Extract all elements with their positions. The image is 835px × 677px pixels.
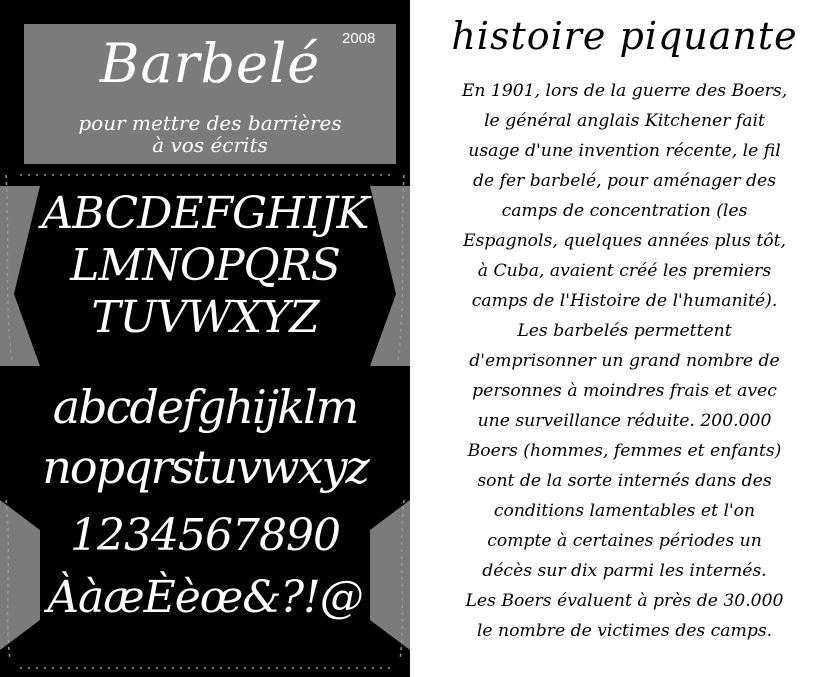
story-line: une surveillance réduite. 200.000 (477, 411, 772, 431)
story-line: d'emprisonner un grand nombre de (469, 351, 780, 371)
digits-glyph-line: 1234567890 (70, 510, 340, 561)
story-line: le général anglais Kitchener fait (484, 111, 765, 131)
story-line: usage d'une invention récente, le fil (468, 141, 781, 161)
story-line: le nombre de victimes des camps. (476, 621, 773, 641)
font-specimen-panel (0, 0, 410, 677)
tagline-line: à vos écrits (152, 133, 268, 157)
story-column (414, 0, 835, 677)
accents-glyph-line: ÀàæÈèœ&?!@ (47, 572, 363, 623)
font-name-title: Barbelé (99, 32, 321, 95)
story-line: En 1901, lors de la guerre des Boers, (461, 81, 788, 101)
uppercase-glyph-line: LMNOPQRS (70, 240, 340, 291)
font-tagline (24, 112, 396, 156)
lowercase-glyph-line: abcdefghijklm (52, 380, 358, 434)
story-line: personnes à moindres frais et avec (472, 381, 777, 401)
story-line: de fer barbelé, pour aménager des (472, 171, 777, 191)
tagline-line: pour mettre des barrières (78, 111, 342, 135)
story-line: décès sur dix parmi les internés. (482, 561, 767, 581)
story-line: sont de la sorte internés dans des (477, 471, 772, 491)
story-line: camps de concentration (les (501, 201, 748, 221)
story-line: conditions lamentables et l'on (493, 501, 756, 521)
uppercase-glyph-line: TUVWXYZ (91, 292, 319, 343)
story-body (420, 76, 829, 646)
story-line: Les barbelés permettent (517, 321, 732, 341)
lowercase-glyph-line: nopqrstuvwxyz (42, 440, 368, 494)
story-line: Les Boers évaluent à près de 30.000 (465, 591, 784, 611)
uppercase-glyph-line: ABCDEFGHIJK (41, 188, 369, 239)
story-line: camps de l'Histoire de l'humanité). (471, 291, 778, 311)
story-title: histoire piquante (451, 14, 798, 58)
story-line: à Cuba, avaient créé les premiers (477, 261, 772, 281)
story-line: Boers (hommes, femmes et enfants) (467, 441, 782, 461)
font-year: 2008 (342, 30, 376, 47)
story-line: Espagnols, quelques années plus tôt, (462, 231, 787, 251)
story-line: compte à certaines périodes un (487, 531, 762, 551)
